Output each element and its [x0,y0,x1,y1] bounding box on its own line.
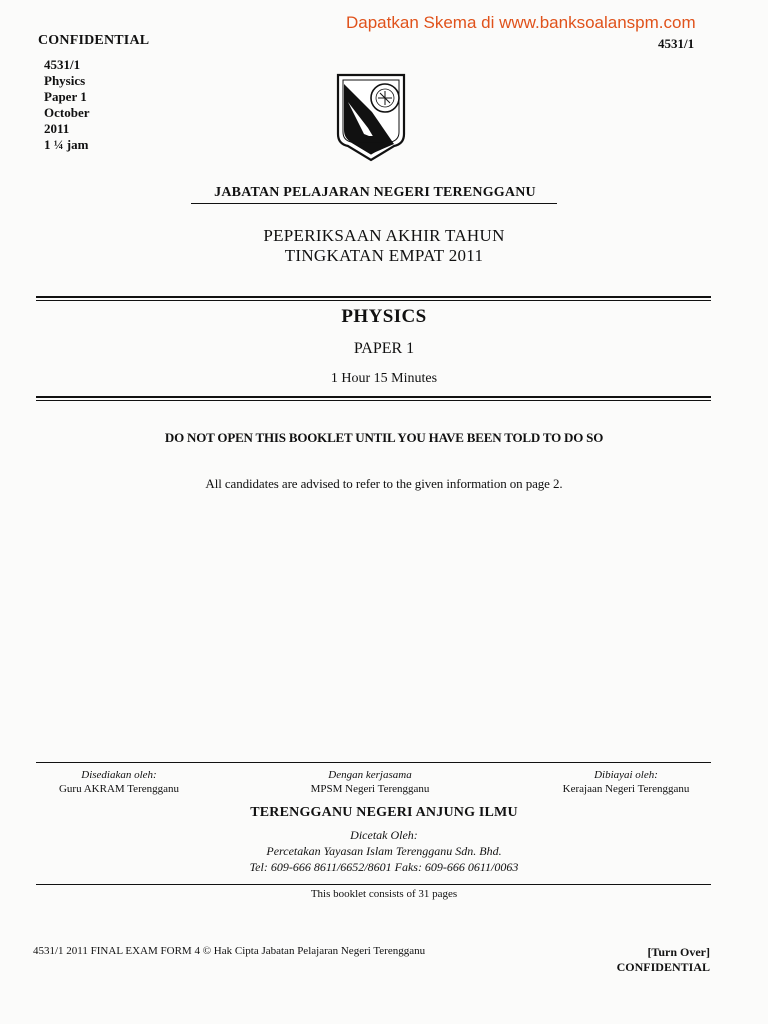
page-count-note: This booklet consists of 31 pages [310,888,458,900]
exam-title [0,226,768,266]
meta-subject: Physics [44,73,86,88]
meta-code: 4531/1 [44,57,81,72]
footer-confidential: CONFIDENTIAL [616,960,710,974]
printer-contact: Tel: 609-666 8611/6652/8601 Faks: 609-666 0611/0063 [249,860,519,874]
state-motto: TERENGGANU NEGERI ANJUNG ILMU [250,805,518,820]
collaboration [290,768,450,796]
footer-right [600,945,710,975]
mid-rule-thin [36,400,711,401]
exam-duration: 1 Hour 15 Minutes [330,371,438,386]
meta-duration: 1 ¼ jam [44,137,89,152]
footer-copyright: 4531/1 2011 FINAL EXAM FORM 4 © Hak Cipta Jabatan Pelajaran Negeri Terengganu [33,945,426,957]
mid-rule-thick [36,396,711,398]
exam-title-line2: TINGKATAN EMPAT 2011 [284,246,484,265]
confidential-label: CONFIDENTIAL [38,33,150,48]
collab-label: Dengan kerjasama [328,769,412,781]
pages-rule [36,884,711,885]
meta-year: 2011 [44,121,70,136]
credits-rule [36,762,711,763]
turn-over-label: [Turn Over] [647,945,710,959]
funded-by [536,768,716,796]
state-education-crest-icon [334,72,408,162]
collab-value: MPSM Negeri Terengganu [310,783,430,795]
funded-value: Kerajaan Negeri Terengganu [562,783,690,795]
printer-name: Percetakan Yayasan Islam Terengganu Sdn. Bhd. [266,844,502,858]
paper-code-top: 4531/1 [658,36,695,51]
prepared-by [34,768,204,796]
watermark-link[interactable]: Dapatkan Skema di www.banksoalanspm.com [346,13,696,32]
exam-title-line1: PEPERIKSAAN AKHIR TAHUN [263,226,505,245]
top-rule-thick [36,296,711,298]
prepared-label: Disediakan oleh: [81,769,157,781]
meta-paper: Paper 1 [44,89,87,104]
prepared-value: Guru AKRAM Terengganu [58,783,179,795]
printer-label: Dicetak Oleh: [350,828,418,842]
department-heading: JABATAN PELAJARAN NEGERI TERENGGANU [214,185,536,200]
printer-info [0,827,768,875]
paper-number: PAPER 1 [353,340,415,357]
instruction-advice: All candidates are advised to refer to the given information on page 2. [205,476,563,491]
top-rule-thin [36,300,711,301]
subject-title: PHYSICS [341,306,427,327]
paper-meta [44,57,89,153]
funded-label: Dibiayai oleh: [594,769,658,781]
department-underline [191,203,557,204]
instruction-warning: DO NOT OPEN THIS BOOKLET UNTIL YOU HAVE BEEN TOLD TO DO SO [164,430,604,445]
meta-month: October [44,105,90,120]
